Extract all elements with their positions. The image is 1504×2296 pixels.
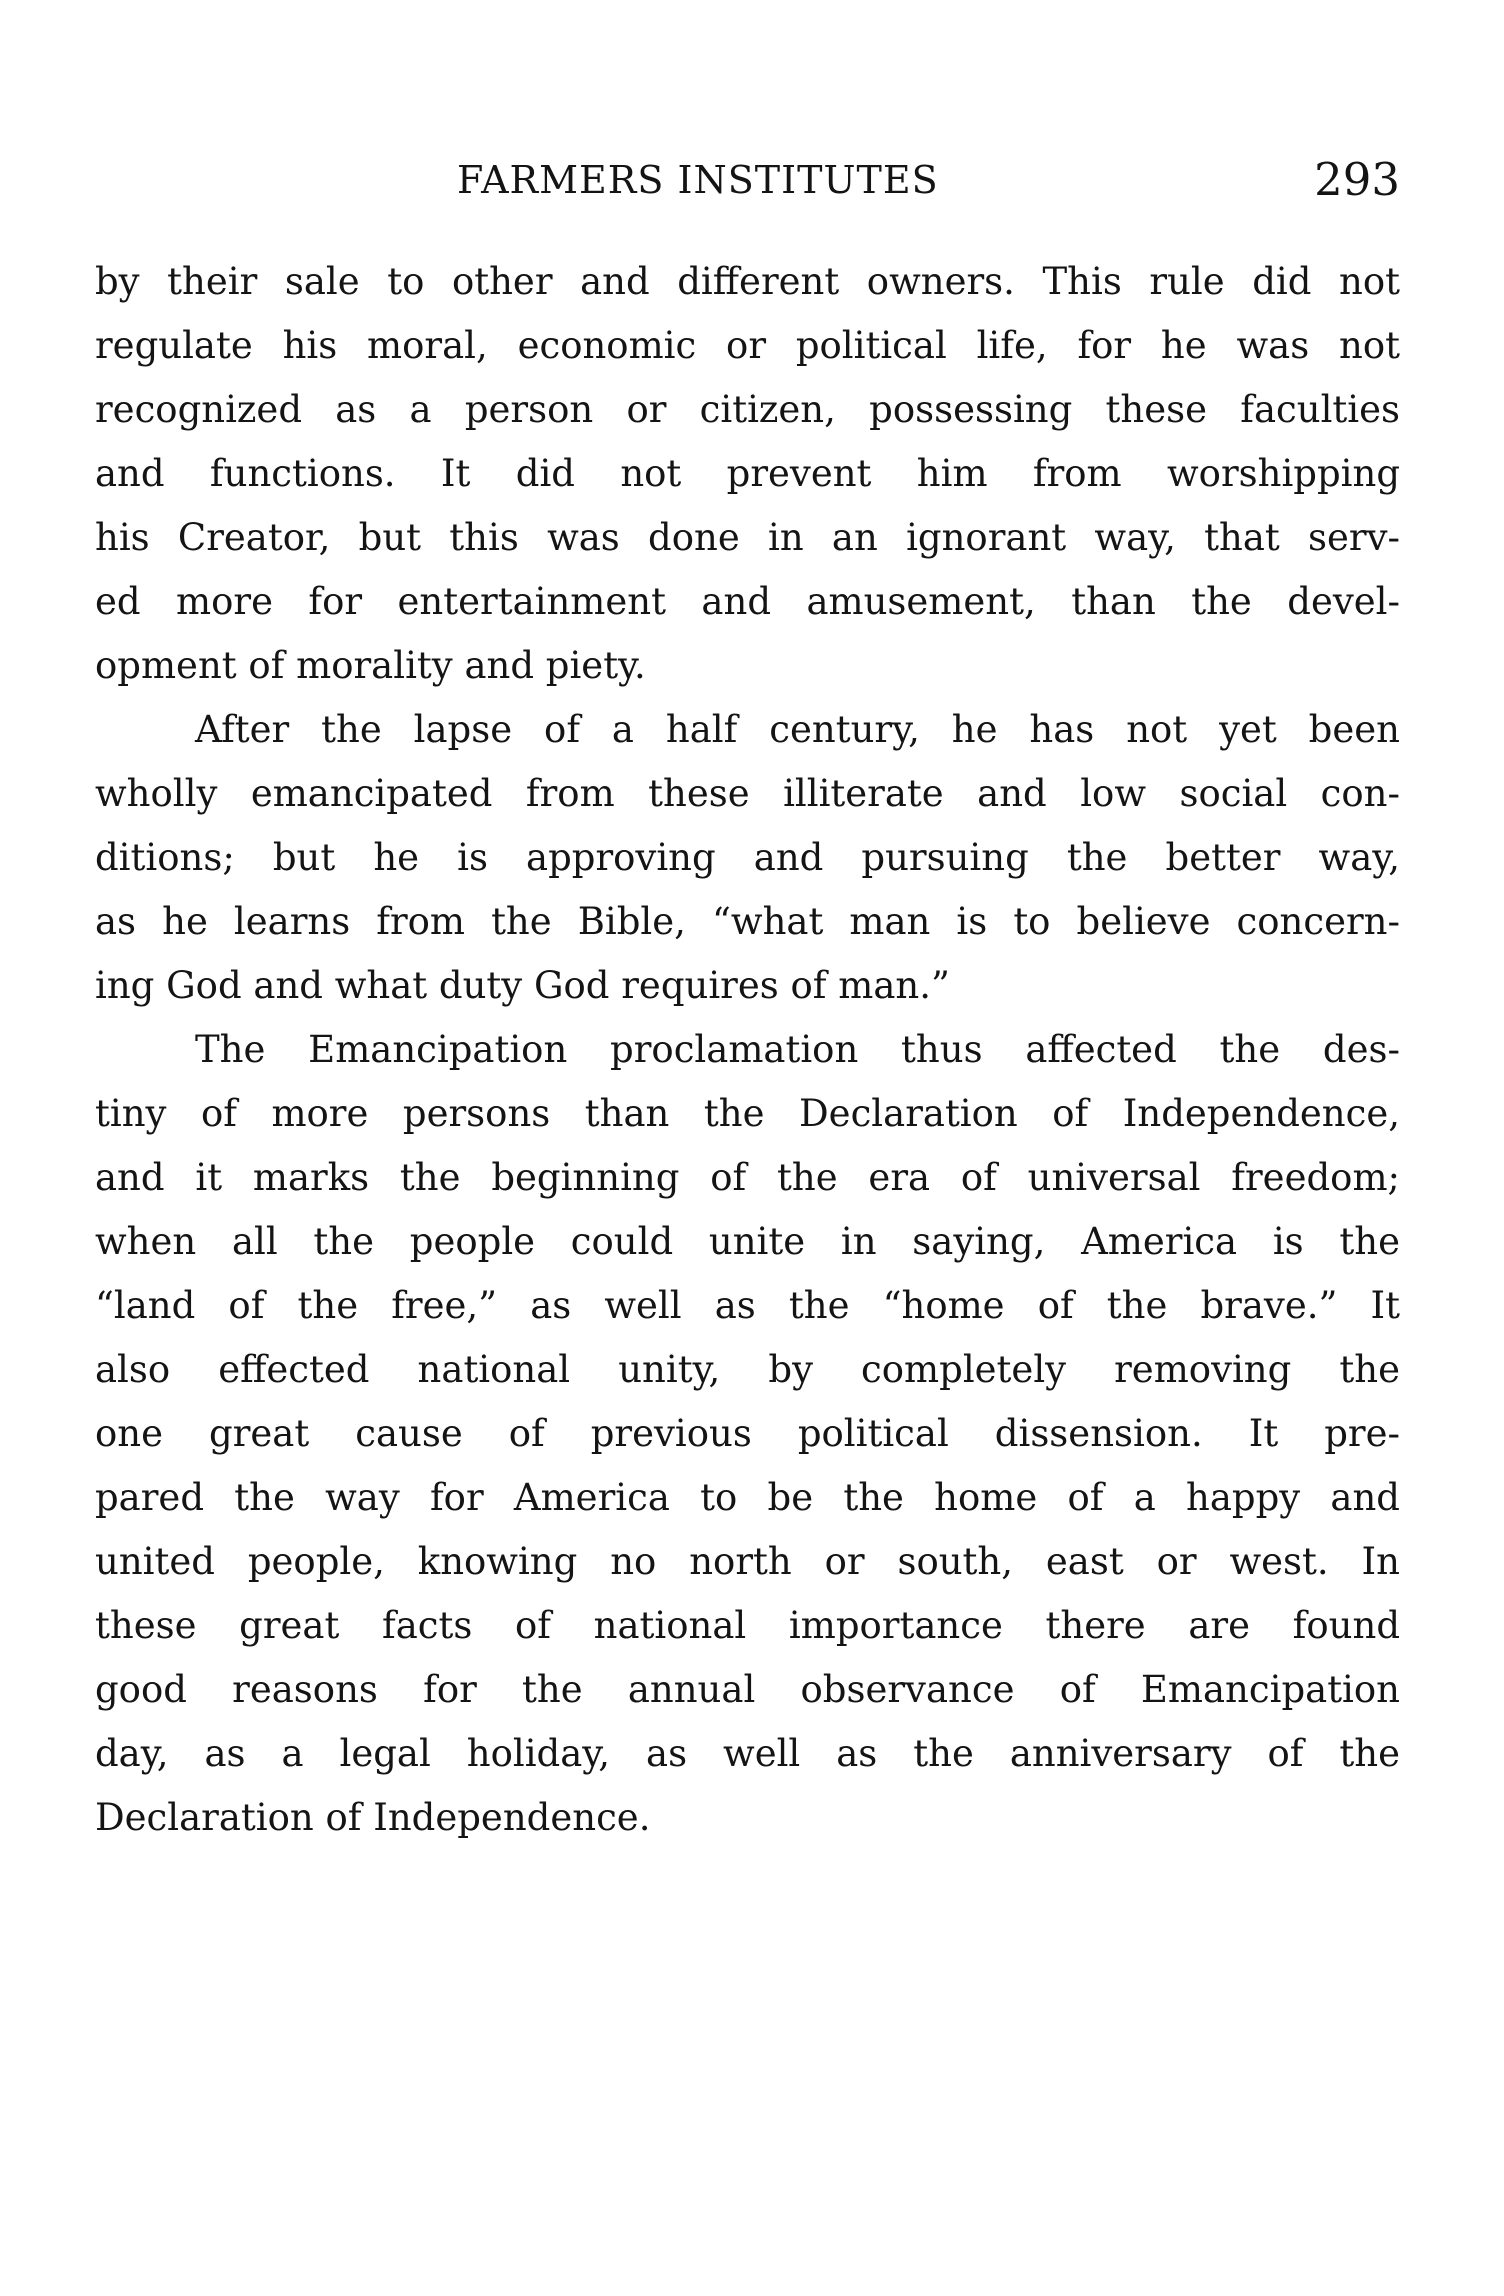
text-line: and functions. It did not prevent him from worshipping <box>95 452 1400 495</box>
text-line: wholly emancipated from these illiterate and low social con- <box>95 772 1400 815</box>
paragraph-end-line: opment of morality and piety. <box>95 644 646 687</box>
text-line: as he learns from the Bible, “what man is to believe concern- <box>95 900 1400 943</box>
text-line: and it marks the beginning of the era of universal freedom; <box>95 1156 1400 1199</box>
text-line: by their sale to other and different owners. This rule did not <box>95 260 1400 303</box>
text-line: regulate his moral, economic or political life, for he was not <box>95 324 1400 367</box>
text-line: when all the people could unite in saying, America is the <box>95 1220 1400 1263</box>
page-number: 293 <box>1314 153 1400 206</box>
text-line: “land of the free,” as well as the “home of the brave.” It <box>95 1284 1400 1327</box>
paragraph-end-line: Declaration of Independence. <box>95 1796 651 1839</box>
text-line: his Creator, but this was done in an ignorant way, that serv- <box>95 516 1400 559</box>
text-line: also effected national unity, by completely removing the <box>95 1348 1400 1391</box>
text-line: these great facts of national importance there are found <box>95 1604 1400 1647</box>
text-line: day, as a legal holiday, as well as the anniversary of the <box>95 1732 1400 1775</box>
running-header <box>95 150 1400 210</box>
text-line: ed more for entertainment and amusement, than the devel- <box>95 580 1400 623</box>
paragraph-end-line: ing God and what duty God requires of man.” <box>95 964 950 1007</box>
text-line: recognized as a person or citizen, possessing these faculties <box>95 388 1400 431</box>
text-line: united people, knowing no north or south, east or west. In <box>95 1540 1400 1583</box>
paragraph-start-line: After the lapse of a half century, he has not yet been <box>195 708 1400 751</box>
running-title: FARMERS INSTITUTES <box>457 158 939 202</box>
text-line: tiny of more persons than the Declaration of Independence, <box>95 1092 1400 1135</box>
text-line: good reasons for the annual observance of Emancipation <box>95 1668 1400 1711</box>
paragraph-start-line: The Emancipation proclamation thus affected the des- <box>195 1028 1400 1071</box>
body-text <box>95 250 1400 1850</box>
text-line: one great cause of previous political dissension. It pre- <box>95 1412 1400 1455</box>
text-line: pared the way for America to be the home of a happy and <box>95 1476 1400 1519</box>
text-line: ditions; but he is approving and pursuing the better way, <box>95 836 1400 879</box>
